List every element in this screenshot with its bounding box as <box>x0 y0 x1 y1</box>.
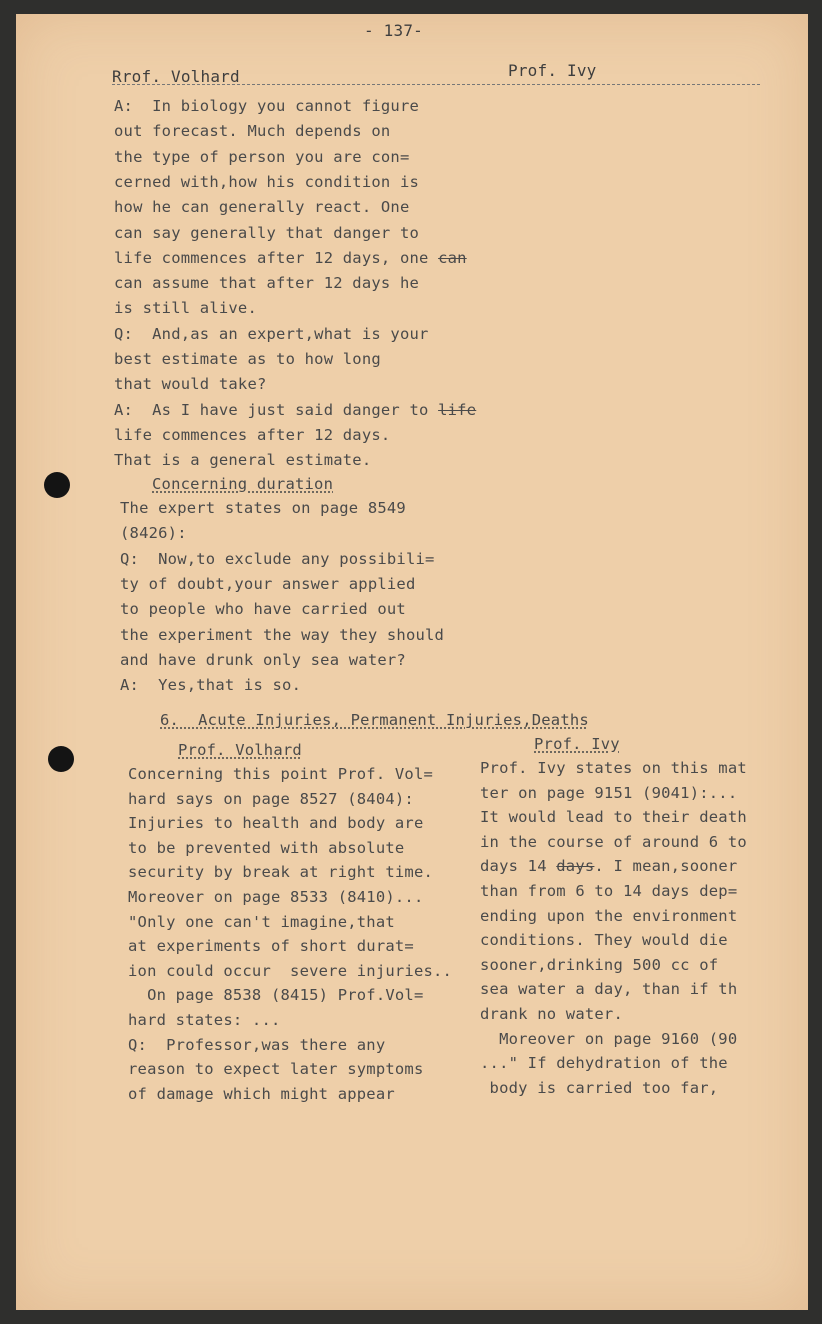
struck-word: days <box>556 857 595 876</box>
text-line: life commences after 12 days. <box>114 425 391 444</box>
text-line: The expert states on page 8549 <box>120 499 406 517</box>
struck-word: life <box>438 400 477 419</box>
text-line: hard says on page 8527 (8404): <box>128 789 414 808</box>
text-line: Q: Now,to exclude any possibili= <box>120 549 435 568</box>
text-line: to be prevented with absolute <box>128 838 405 857</box>
col-right-heading: Prof. Ivy <box>534 735 620 753</box>
text-line: hard states: ... <box>128 1011 281 1029</box>
text-line: life commences after 12 days, one can <box>114 248 467 267</box>
text-line: how he can generally react. One <box>114 198 410 217</box>
text-line: "Only one can't imagine,that <box>128 912 395 931</box>
text-line: Moreover on page 8533 (8410)... <box>128 888 424 906</box>
text-line: to people who have carried out <box>120 600 406 619</box>
text-line: drank no water. <box>480 1005 623 1023</box>
text-line: Q: And,as an expert,what is your <box>114 324 429 343</box>
text-line: On page 8538 (8415) Prof.Vol= <box>128 986 424 1005</box>
header-rule <box>112 84 760 85</box>
text-line: Prof. Ivy states on this mat <box>480 759 747 777</box>
text-line: best estimate as to how long <box>114 350 381 368</box>
text-line: and have drunk only sea water? <box>120 650 406 669</box>
text-line: is still alive. <box>114 299 257 318</box>
text-line: can say generally that danger to <box>114 223 420 242</box>
punch-hole-upper <box>44 472 70 498</box>
text-line: out forecast. Much depends on <box>114 122 391 141</box>
text-line: That is a general estimate. <box>114 451 372 470</box>
text-line: the type of person you are con= <box>114 147 410 166</box>
text-line: cerned with,how his condition is <box>114 172 420 191</box>
text-line: sea water a day, than if th <box>480 980 738 999</box>
text-line: Concerning this point Prof. Vol= <box>128 765 434 783</box>
text-line: ty of doubt,your answer applied <box>120 574 416 593</box>
page-number: - 137- <box>364 21 423 40</box>
text-line: reason to expect later symptoms <box>128 1060 424 1079</box>
text-line: A: In biology you cannot figure <box>114 97 420 115</box>
section-title: 6. Acute Injuries, Permanent Injuries,Deaths <box>160 711 589 729</box>
text-line: conditions. They would die <box>480 931 728 950</box>
text-line: It would lead to their death <box>480 808 747 827</box>
text-line: the experiment the way they should <box>120 625 445 644</box>
text-line: ..." If dehydration of the <box>480 1054 728 1073</box>
text-line: at experiments of short durat= <box>128 937 414 956</box>
text-line: that would take? <box>114 375 267 394</box>
struck-word: can <box>438 248 467 267</box>
text-line: body is carried too far, <box>480 1078 719 1097</box>
text-line: Moreover on page 9160 (90 <box>480 1029 738 1048</box>
text-line: A: Yes,that is so. <box>120 676 302 695</box>
duration-heading: Concerning duration <box>152 475 334 493</box>
text-line: days 14 days. I mean,sooner <box>480 857 738 876</box>
text-line: can assume that after 12 days he <box>114 274 420 293</box>
text-line: ending upon the environment <box>480 906 738 925</box>
text-line: A: As I have just said danger to life <box>114 400 477 419</box>
text-line: sooner,drinking 500 cc of <box>480 955 719 974</box>
col-left-heading: Prof. Volhard <box>178 741 302 759</box>
text-line: Injuries to health and body are <box>128 814 424 833</box>
text-line: ter on page 9151 (9041):... <box>480 783 738 802</box>
header-right: Prof. Ivy <box>508 61 597 80</box>
text-line: security by break at right time. <box>128 863 434 882</box>
text-line: of damage which might appear <box>128 1084 395 1103</box>
punch-hole-lower <box>48 746 74 772</box>
header-left: Rrof. Volhard <box>112 67 240 86</box>
text-line: than from 6 to 14 days dep= <box>480 882 738 900</box>
text-line: Q: Professor,was there any <box>128 1035 386 1054</box>
text-line: ion could occur severe injuries.. <box>128 961 453 980</box>
text-line: in the course of around 6 to <box>480 832 747 851</box>
text-line: (8426): <box>120 524 187 543</box>
